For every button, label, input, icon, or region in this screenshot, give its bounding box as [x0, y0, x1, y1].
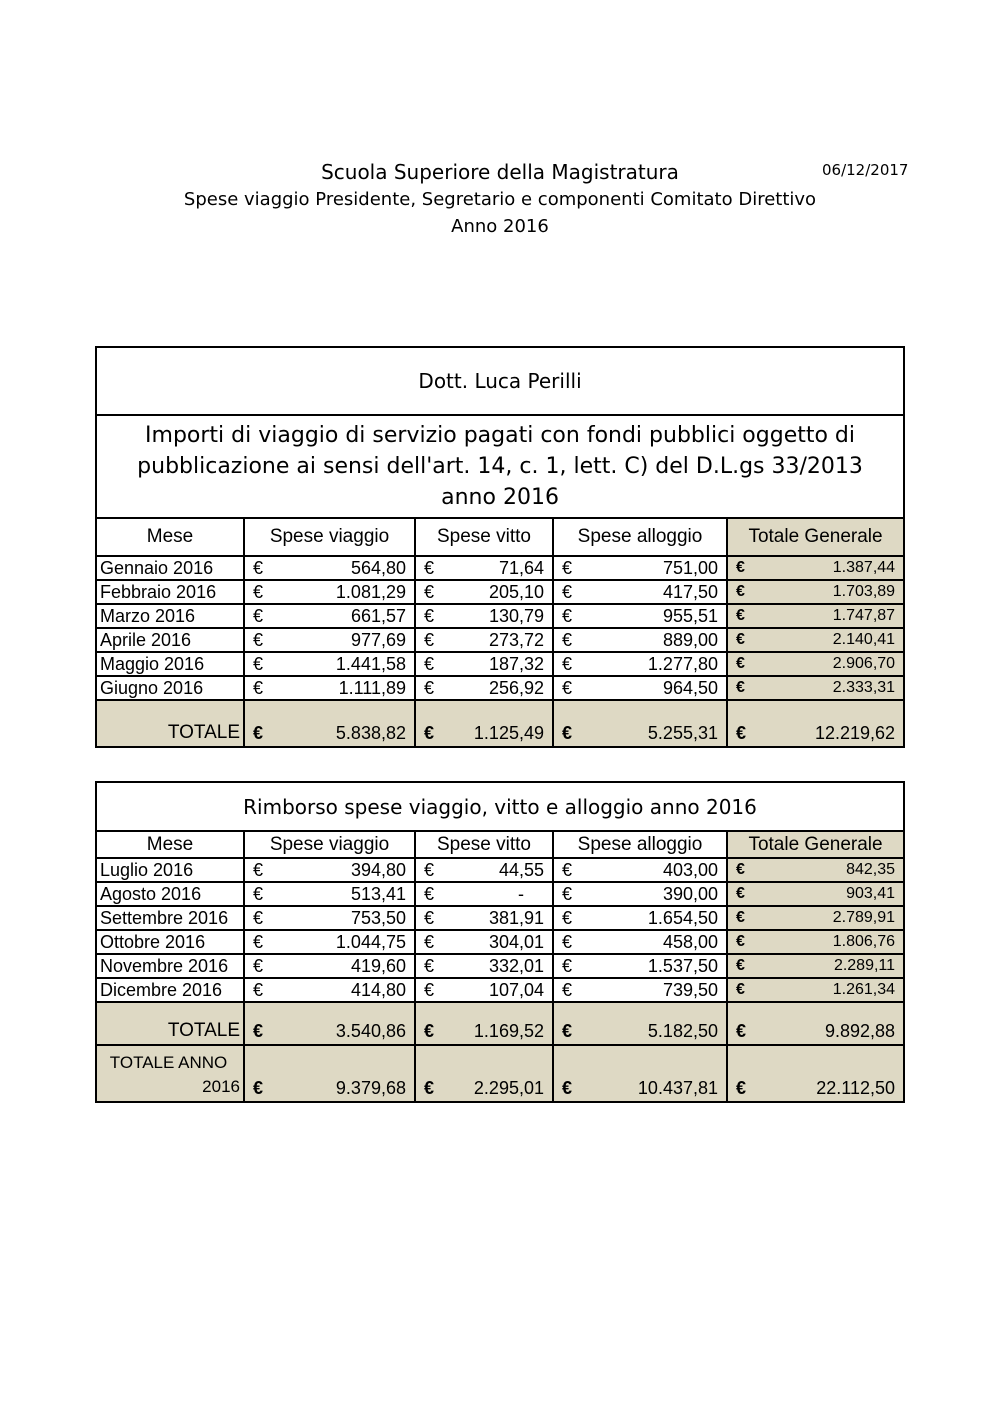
total-vitto: 1.169,52	[473, 1021, 544, 1041]
page-subtitle: Spese viaggio Presidente, Segretario e componenti Comitato Direttivo	[183, 189, 817, 210]
month-cell: Ottobre 2016	[96, 930, 244, 954]
amount-viaggio: 1.111,89	[338, 677, 406, 698]
total-alloggio: 5.182,50	[647, 1021, 718, 1041]
amount-viaggio: 1.081,29	[335, 581, 406, 602]
month-cell: Settembre 2016	[96, 906, 244, 930]
amount-totale: 842,35	[846, 861, 896, 878]
person-name: Dott. Luca Perilli	[96, 347, 904, 415]
page-title: Scuola Superiore della Magistratura	[321, 160, 679, 184]
col-header-mese: Mese	[96, 831, 244, 858]
table-row: Gennaio 2016 € 564,80 € 71,64 € 751,00 € 1.387,44	[96, 556, 904, 580]
total-row: TOTALE € 5.838,82 € 1.125,49 € 5.255,31 € 12.219,62	[96, 700, 904, 747]
amount-totale: 1.703,89	[832, 583, 896, 600]
amount-alloggio: 739,50	[662, 979, 718, 1000]
total-generale: 12.219,62	[814, 723, 896, 743]
table-row: Dicembre 2016 € 414,80 € 107,04 € 739,50 € 1.261,34	[96, 978, 904, 1002]
col-header-viaggio: Spese viaggio	[244, 518, 415, 556]
year-total-generale: 22.112,50	[816, 1078, 896, 1098]
table-row: Aprile 2016 € 977,69 € 273,72 € 889,00 € 2.140,41	[96, 628, 904, 652]
amount-alloggio: 955,51	[662, 605, 718, 626]
total-viaggio: 5.838,82	[335, 723, 406, 743]
amount-viaggio: 977,69	[350, 629, 406, 650]
table-row: Ottobre 2016 € 1.044,75 € 304,01 € 458,00 € 1.806,76	[96, 930, 904, 954]
amount-alloggio: 1.537,50	[647, 955, 718, 976]
amount-viaggio: 419,60	[350, 955, 406, 976]
amount-viaggio: 414,80	[350, 979, 406, 1000]
table-row: Marzo 2016 € 661,57 € 130,79 € 955,51 € 1.747,87	[96, 604, 904, 628]
month-cell: Gennaio 2016	[96, 556, 244, 580]
column-headers	[96, 831, 904, 858]
amount-alloggio: 964,50	[662, 677, 718, 698]
amount-totale: 2.140,41	[832, 631, 896, 648]
amount-viaggio: 753,50	[350, 907, 406, 928]
amount-viaggio: 513,41	[350, 883, 406, 904]
amount-totale: 1.387,44	[832, 559, 896, 576]
month-cell: Maggio 2016	[96, 652, 244, 676]
amount-vitto: 304,01	[488, 931, 544, 952]
table2-title: Rimborso spese viaggio, vitto e alloggio anno 2016	[96, 782, 904, 831]
amount-vitto: 107,04	[488, 979, 544, 1000]
table-row: Febbraio 2016 € 1.081,29 € 205,10 € 417,50 € 1.703,89	[96, 580, 904, 604]
total-generale: 9.892,88	[824, 1021, 896, 1041]
total-viaggio: 3.540,86	[335, 1021, 406, 1041]
col-header-vitto: Spese vitto	[415, 831, 553, 858]
col-header-vitto: Spese vitto	[415, 518, 553, 556]
month-cell: Novembre 2016	[96, 954, 244, 978]
amount-totale: 2.333,31	[832, 679, 896, 696]
amount-viaggio: 1.441,58	[335, 653, 406, 674]
table-description: Importi di viaggio di servizio pagati con fondi pubblici oggetto di pubblicazione ai sensi dell'art. 14, c. 1, lett. C) del D.L.gs 33/2013 anno 2016	[96, 415, 904, 518]
table-row: Settembre 2016 € 753,50 € 381,91 € 1.654,50 € 2.789,91	[96, 906, 904, 930]
amount-vitto: 332,01	[488, 955, 544, 976]
amount-alloggio: 403,00	[662, 859, 718, 880]
amount-viaggio: 661,57	[350, 605, 406, 626]
year-total-label-2: 2016	[202, 1077, 240, 1096]
amount-vitto: 256,92	[488, 677, 544, 698]
amount-vitto: 273,72	[488, 629, 544, 650]
col-header-alloggio: Spese alloggio	[553, 831, 727, 858]
amount-vitto: 71,64	[498, 557, 544, 578]
total-row: TOTALE € 3.540,86 € 1.169,52 € 5.182,50 € 9.892,88	[96, 1002, 904, 1045]
year-total-vitto: 2.295,01	[473, 1078, 544, 1098]
amount-alloggio: 889,00	[662, 629, 718, 650]
expenses-table-rimborso	[95, 781, 905, 1103]
amount-viaggio: 1.044,75	[335, 931, 406, 952]
total-alloggio: 5.255,31	[647, 723, 718, 743]
column-headers	[96, 518, 904, 556]
table-row: Luglio 2016 € 394,80 € 44,55 € 403,00 € 842,35	[96, 858, 904, 882]
amount-vitto: 205,10	[488, 581, 544, 602]
amount-totale: 1.806,76	[832, 933, 896, 950]
total-label: TOTALE	[96, 1002, 244, 1045]
amount-totale: 2.789,91	[832, 909, 896, 926]
col-header-totale: Totale Generale	[727, 518, 904, 556]
month-cell: Febbraio 2016	[96, 580, 244, 604]
amount-vitto: 44,55	[498, 859, 544, 880]
total-label: TOTALE	[96, 700, 244, 747]
col-header-viaggio: Spese viaggio	[244, 831, 415, 858]
expenses-table-perilli	[95, 346, 905, 748]
amount-alloggio: 1.277,80	[647, 653, 718, 674]
amount-vitto: 381,91	[488, 907, 544, 928]
month-cell: Dicembre 2016	[96, 978, 244, 1002]
amount-vitto: 187,32	[488, 653, 544, 674]
amount-alloggio: 390,00	[662, 883, 718, 904]
month-cell: Aprile 2016	[96, 628, 244, 652]
total-vitto: 1.125,49	[473, 723, 544, 743]
table-row: Maggio 2016 € 1.441,58 € 187,32 € 1.277,80 € 2.906,70	[96, 652, 904, 676]
col-header-totale: Totale Generale	[727, 831, 904, 858]
amount-vitto: -	[518, 883, 524, 904]
amount-viaggio: 564,80	[350, 557, 406, 578]
table-row: Agosto 2016 € 513,41 € - € 390,00 € 903,41	[96, 882, 904, 906]
amount-totale: 903,41	[846, 885, 896, 902]
amount-alloggio: 1.654,50	[647, 907, 718, 928]
page-year: Anno 2016	[451, 216, 549, 237]
table-row: Giugno 2016 € 1.111,89 € 256,92 € 964,50 € 2.333,31	[96, 676, 904, 700]
document-date: 06/12/2017	[822, 161, 909, 179]
month-cell: Luglio 2016	[96, 858, 244, 882]
amount-totale: 1.747,87	[832, 607, 896, 624]
amount-alloggio: 417,50	[662, 581, 718, 602]
amount-alloggio: 751,00	[662, 557, 718, 578]
year-total-viaggio: 9.379,68	[335, 1078, 406, 1098]
amount-totale: 2.906,70	[832, 655, 896, 672]
month-cell: Marzo 2016	[96, 604, 244, 628]
month-cell: Agosto 2016	[96, 882, 244, 906]
year-total-row: TOTALE ANNO 2016 € 9.379,68 € 2.295,01 € 10.437,81 € 22.112,50	[96, 1045, 904, 1102]
amount-alloggio: 458,00	[662, 931, 718, 952]
amount-totale: 1.261,34	[832, 981, 896, 998]
month-cell: Giugno 2016	[96, 676, 244, 700]
col-header-alloggio: Spese alloggio	[553, 518, 727, 556]
year-total-label-1: TOTALE ANNO	[109, 1053, 228, 1072]
amount-viaggio: 394,80	[350, 859, 406, 880]
amount-vitto: 130,79	[488, 605, 544, 626]
amount-totale: 2.289,11	[833, 957, 896, 974]
col-header-mese: Mese	[96, 518, 244, 556]
year-total-alloggio: 10.437,81	[637, 1078, 718, 1098]
table-row: Novembre 2016 € 419,60 € 332,01 € 1.537,50 € 2.289,11	[96, 954, 904, 978]
